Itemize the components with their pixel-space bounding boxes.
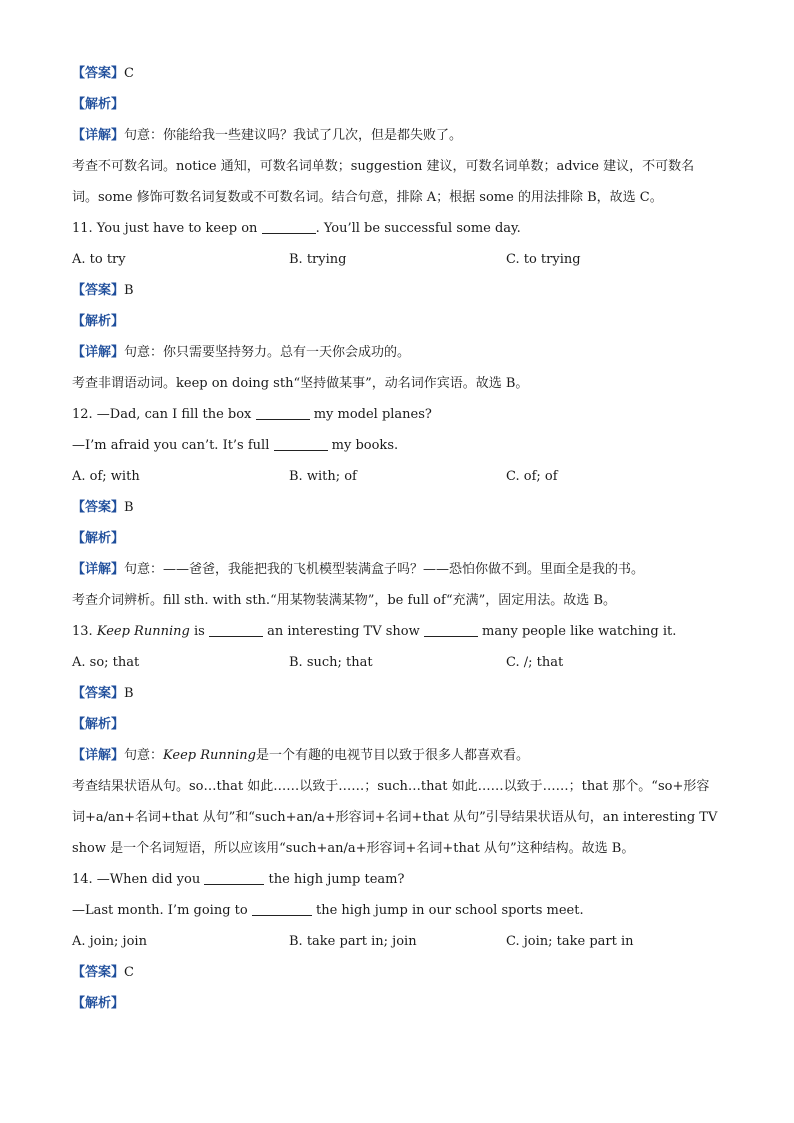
answer-value: B (124, 500, 134, 515)
answer-blank (252, 901, 312, 916)
question-stem (72, 616, 728, 647)
answer-line (72, 678, 728, 709)
answer-blank (274, 436, 328, 451)
answer-blank (204, 870, 264, 885)
explanation-line: 考查不可数名词。notice 通知，可数名词单数；suggestion 建议，可数名词单数；advice 建议，不可数名 (72, 159, 695, 174)
option-b: B. with; of (289, 469, 357, 484)
explanation-line: 词+a/an+名词+that 从句”和“such+an/a+形容词+名词+that 从句”引导结果状语从句，an interesting TV (72, 810, 718, 825)
option-a: A. to try (72, 252, 126, 267)
analysis-line (72, 306, 728, 337)
question-stem (72, 895, 728, 926)
option-b: B. such; that (289, 655, 373, 670)
options-row (72, 926, 728, 957)
answer-value: C (124, 66, 134, 81)
explanation-line: 考查介词辨析。fill sth. with sth.“用某物装满某物”，be full of“充满”，固定用法。故选 B。 (72, 593, 616, 608)
question-stem (72, 213, 728, 244)
answer-tag: 【答案】 (72, 686, 125, 701)
analysis-tag: 【解析】 (72, 314, 125, 329)
analysis-tag: 【解析】 (72, 97, 125, 112)
answer-blank (256, 405, 310, 420)
stem-text: the high jump team? (268, 872, 405, 887)
answer-line (72, 58, 728, 89)
explanation-line: 考查结果状语从句。so…that 如此……以致于……；such…that 如此……以致于……；that 那个。“so+形容 (72, 779, 710, 794)
option-c: C. to trying (506, 252, 581, 267)
stem-text: . You’ll be successful some day. (315, 221, 521, 236)
stem-text: 14. —When did you (72, 872, 201, 887)
answer-tag: 【答案】 (72, 283, 125, 298)
explanation-line: 词。some 修饰可数名词复数或不可数名词。结合句意，排除 A；根据 some 的用法排除 B，故选 C。 (72, 190, 663, 205)
answer-value: B (124, 686, 134, 701)
explanation-line: show 是一个名词短语，所以应该用“such+an/a+形容词+名词+that 从句”这种结构。故选 B。 (72, 841, 635, 856)
option-b: B. take part in; join (289, 934, 417, 949)
detail-line (72, 337, 728, 368)
answer-value: C (124, 965, 134, 980)
answer-line (72, 492, 728, 523)
stem-text: many people like watching it. (482, 624, 677, 639)
answer-tag: 【答案】 (72, 66, 125, 81)
detail-tag: 【详解】 (72, 128, 125, 143)
detail-line (72, 740, 728, 771)
option-b: B. trying (289, 252, 347, 267)
answer-tag: 【答案】 (72, 965, 125, 980)
detail-tag: 【详解】 (72, 345, 125, 360)
detail-text: 句意：你能给我一些建议吗？我试了几次，但是都失败了。 (124, 128, 463, 143)
stem-text: is (193, 624, 205, 639)
options-row (72, 244, 728, 275)
detail-text: 句意：你只需要坚持努力。总有一天你会成功的。 (124, 345, 411, 360)
question-stem (72, 864, 728, 895)
answer-tag: 【答案】 (72, 500, 125, 515)
analysis-line (72, 89, 728, 120)
option-c: C. /; that (506, 655, 564, 670)
analysis-line (72, 709, 728, 740)
detail-text: 句意：——爸爸，我能把我的飞机模型装满盒子吗？——恐怕你做不到。里面全是我的书。 (124, 562, 645, 577)
analysis-tag: 【解析】 (72, 996, 125, 1011)
stem-text: 11. You just have to keep on (72, 221, 258, 236)
stem-text: the high jump in our school sports meet. (316, 903, 584, 918)
analysis-tag: 【解析】 (72, 717, 125, 732)
analysis-line (72, 988, 728, 1019)
question-stem (72, 430, 728, 461)
stem-text: my model planes? (313, 407, 432, 422)
answer-line (72, 957, 728, 988)
answer-line (72, 275, 728, 306)
stem-text: an interesting TV show (267, 624, 420, 639)
answer-blank (262, 219, 316, 234)
options-row (72, 647, 728, 678)
option-c: C. join; take part in (506, 934, 634, 949)
stem-text: —Last month. I’m going to (72, 903, 248, 918)
document-page (72, 58, 728, 1019)
detail-text: 句意： (124, 748, 164, 763)
stem-text: —I’m afraid you can’t. It’s full (72, 438, 270, 453)
options-row (72, 461, 728, 492)
answer-blank (209, 622, 263, 637)
question-stem (72, 399, 728, 430)
show-title: Keep Running (163, 748, 256, 763)
detail-line (72, 120, 728, 151)
explanation-line: 考查非谓语动词。keep on doing sth“坚持做某事”，动名词作宾语。故选 B。 (72, 376, 529, 391)
detail-tag: 【详解】 (72, 748, 125, 763)
stem-number: 13. (72, 624, 93, 639)
option-c: C. of; of (506, 469, 558, 484)
analysis-line (72, 523, 728, 554)
option-a: A. of; with (72, 469, 140, 484)
detail-tag: 【详解】 (72, 562, 125, 577)
detail-line (72, 554, 728, 585)
option-a: A. join; join (72, 934, 147, 949)
detail-text: 是一个有趣的电视节目以致于很多人都喜欢看。 (256, 748, 530, 763)
stem-text: my books. (331, 438, 399, 453)
analysis-tag: 【解析】 (72, 531, 125, 546)
answer-blank (424, 622, 478, 637)
show-title: Keep Running (96, 624, 190, 639)
answer-value: B (124, 283, 134, 298)
stem-text: 12. —Dad, can I fill the box (72, 407, 252, 422)
option-a: A. so; that (72, 655, 140, 670)
